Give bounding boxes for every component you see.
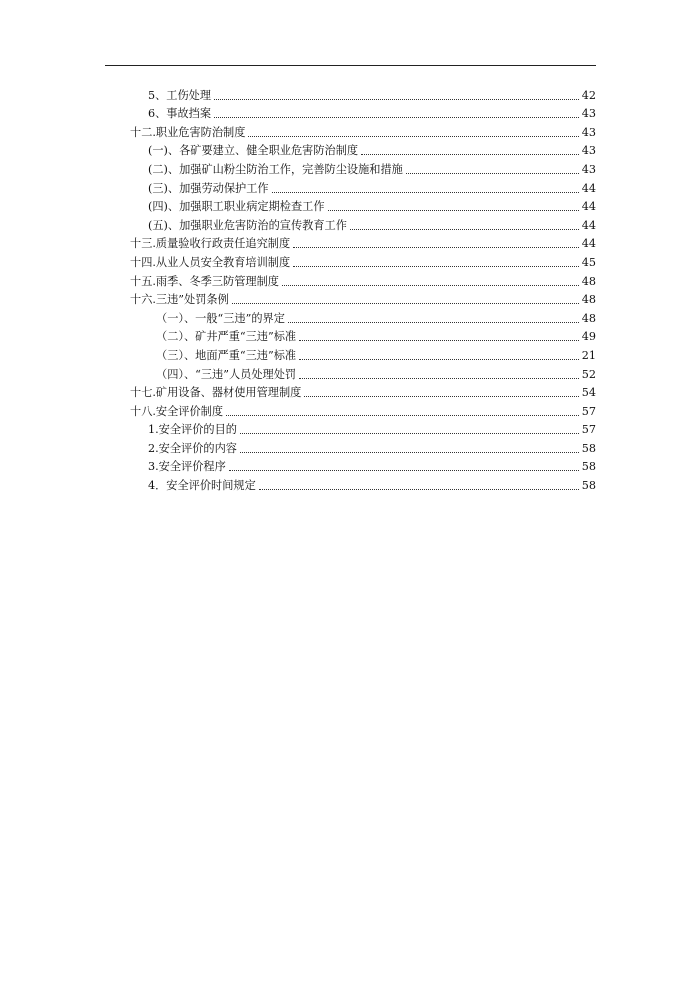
toc-entry-title: （一）、一般“三违”的界定 [156, 311, 285, 325]
toc-entry-title: 十二.职业危害防治制度 [130, 125, 246, 139]
toc-entry-page: 44 [581, 218, 596, 232]
toc-entry[interactable] [130, 84, 596, 103]
toc-entry-title: 十六.三违”处罚条例 [130, 293, 229, 307]
toc-entry[interactable] [130, 400, 596, 419]
table-of-contents [130, 84, 596, 493]
toc-entry-title: 十三.质量验收行政责任追究制度 [130, 237, 291, 251]
toc-entry-page: 58 [581, 460, 596, 474]
toc-entry-title: 4．安全评价时间规定 [148, 479, 256, 493]
toc-entry[interactable] [130, 326, 596, 345]
toc-leader-dots [304, 396, 578, 397]
toc-entry-page: 44 [581, 181, 596, 195]
toc-entry-title: 十八.安全评价制度 [130, 404, 224, 418]
toc-entry-title: （二）、矿井严重“三违”标准 [156, 330, 297, 344]
toc-entry[interactable] [130, 419, 596, 438]
toc-entry-page: 43 [581, 162, 596, 176]
toc-entry-page: 54 [581, 386, 596, 400]
toc-entry-title: （四）、“三违”人员处理处罚 [156, 367, 297, 381]
toc-entry-page: 58 [581, 441, 596, 455]
toc-leader-dots [406, 173, 579, 174]
header-rule [105, 65, 596, 66]
toc-leader-dots [272, 192, 579, 193]
toc-leader-dots [229, 470, 579, 471]
toc-entry-page: 48 [581, 311, 596, 325]
toc-leader-dots [240, 452, 579, 453]
toc-entry-page: 43 [581, 125, 596, 139]
toc-entry-title: 3.安全评价程序 [148, 460, 226, 474]
toc-entry[interactable] [130, 270, 596, 289]
toc-entry-title: 十五.雨季、冬季三防管理制度 [130, 274, 279, 288]
toc-entry-page: 52 [581, 367, 596, 381]
toc-leader-dots [288, 322, 579, 323]
toc-entry-page: 42 [581, 88, 596, 102]
toc-entry-page: 44 [581, 237, 596, 251]
toc-leader-dots [240, 433, 579, 434]
toc-entry[interactable] [130, 158, 596, 177]
toc-entry-title: 2.安全评价的内容 [148, 441, 237, 455]
toc-entry[interactable] [130, 233, 596, 252]
toc-entry[interactable] [130, 177, 596, 196]
toc-entry-title: 十四.从业人员安全教育培训制度 [130, 255, 291, 269]
toc-entry[interactable] [130, 214, 596, 233]
toc-leader-dots [259, 489, 579, 490]
toc-entry[interactable] [130, 363, 596, 382]
toc-leader-dots [214, 99, 579, 100]
toc-leader-dots [299, 378, 579, 379]
toc-entry[interactable] [130, 474, 596, 493]
toc-entry-page: 57 [581, 404, 596, 418]
toc-entry-page: 48 [581, 274, 596, 288]
toc-leader-dots [328, 210, 579, 211]
toc-leader-dots [293, 247, 579, 248]
toc-entry-page: 48 [581, 293, 596, 307]
toc-entry-page: 58 [581, 479, 596, 493]
toc-leader-dots [293, 266, 579, 267]
toc-entry[interactable] [130, 382, 596, 401]
toc-entry[interactable] [130, 121, 596, 140]
toc-leader-dots [232, 303, 579, 304]
toc-entry-page: 21 [581, 348, 596, 362]
toc-entry[interactable] [130, 251, 596, 270]
toc-entry[interactable] [130, 344, 596, 363]
toc-entry[interactable] [130, 437, 596, 456]
toc-entry-title: 十七.矿用设备、器材使用管理制度 [130, 386, 302, 400]
toc-entry-title: (五)、加强职业危害防治的宣传教育工作 [148, 218, 347, 232]
toc-leader-dots [361, 154, 579, 155]
toc-entry-page: 43 [581, 144, 596, 158]
toc-entry-page: 57 [581, 423, 596, 437]
toc-leader-dots [226, 415, 579, 416]
toc-entry-page: 49 [581, 330, 596, 344]
toc-entry-page: 43 [581, 107, 596, 121]
toc-leader-dots [299, 359, 579, 360]
toc-entry[interactable] [130, 196, 596, 215]
toc-entry-title: 5、工伤处理 [148, 88, 212, 102]
toc-entry-page: 44 [581, 200, 596, 214]
toc-entry-title: (三)、加强劳动保护工作 [148, 181, 269, 195]
toc-entry-title: 6、事故挡案 [148, 107, 212, 121]
toc-leader-dots [248, 136, 578, 137]
toc-entry[interactable] [130, 103, 596, 122]
toc-entry[interactable] [130, 307, 596, 326]
toc-leader-dots [214, 117, 579, 118]
toc-entry-page: 45 [581, 255, 596, 269]
toc-entry[interactable] [130, 140, 596, 159]
toc-entry-title: （三）、地面严重“三违”标准 [156, 348, 297, 362]
toc-entry[interactable] [130, 289, 596, 308]
toc-leader-dots [350, 229, 579, 230]
toc-entry[interactable] [130, 456, 596, 475]
toc-leader-dots [282, 285, 579, 286]
toc-leader-dots [299, 340, 579, 341]
toc-entry-title: (二)、加强矿山粉尘防治工作，完善防尘设施和措施 [148, 162, 403, 176]
toc-entry-title: 1.安全评价的目的 [148, 423, 237, 437]
toc-entry-title: (四)、加强职工职业病定期检查工作 [148, 200, 325, 214]
toc-entry-title: (一)、各矿要建立、健全职业危害防治制度 [148, 144, 359, 158]
